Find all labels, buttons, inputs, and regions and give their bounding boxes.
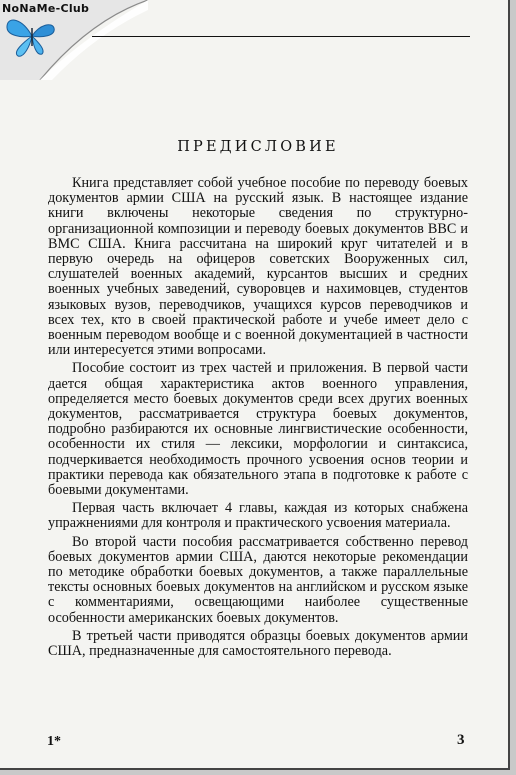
- watermark-text: NoNaMe-Club: [2, 2, 90, 15]
- paragraph: Книга представляет собой учебное пособие по переводу боевых документов армии США на русский язык. В настоящее издание книги включены некоторые сведения по структурно-организационной композиции и переводу боевых документов ВВС и ВМС США. Книга рассчитана на широкий круг читателей и в первую очередь на офицеров советских Вооруженных сил, слушателей военных академий, курсантов высших и средних военных учебных заведений, суворовцев и нахимовцев, студентов языковых вузов, переводчиков, учащихся курсов переводчиков и всех тех, кто в своей практической работе и учебе имеет дело с военным переводом вообще и с военной документацией в частности или интересуется этими вопросами.: [48, 175, 468, 359]
- paragraph: Пособие состоит из трех частей и приложения. В первой части дается общая характеристика актов военного управления, определяется место боевых документов среди всех других военных документов, рассматривается структура боевых документов, подробно разбираются их основные лингвистические особенности, особенности их стиля — лексики, морфологии и синтаксиса, подчеркивается необходимость прочного усвоения основ теории и практики перевода как обязательного этапа в подготовке к работе с боевыми документами.: [48, 360, 468, 499]
- page-title: ПРЕДИСЛОВИЕ: [177, 139, 339, 155]
- butterfly-icon: [4, 14, 60, 58]
- paragraph: Первая часть включает 4 главы, каждая из которых снабжена упражнениями для контроля и практического усвоения материала.: [48, 500, 468, 532]
- paragraph: Во второй части пособия рассматривается собственно перевод боевых документов армии США, даются некоторые рекомендации по методике обработки боевых документов, а также параллельные тексты основных боевых документов на английском и русском языке с комментариями, освещающими наиболее существенные особенности американских боевых документов.: [48, 533, 468, 626]
- watermark: [0, 0, 148, 80]
- signature-mark: 1*: [47, 734, 61, 749]
- page-number: 3: [457, 732, 465, 748]
- body-text: [48, 176, 468, 662]
- paragraph: В третьей части приводятся образцы боевых документов армии США, предназначенные для самостоятельного перевода.: [48, 627, 468, 660]
- top-rule: [92, 36, 470, 37]
